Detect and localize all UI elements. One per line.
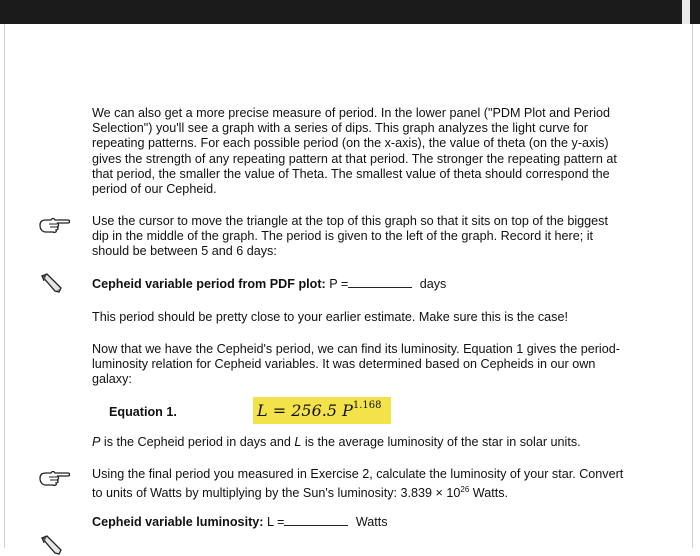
pointing-hand-icon: [38, 215, 72, 235]
pencil-icon: [39, 534, 63, 556]
luminosity-blank[interactable]: [284, 515, 348, 526]
luminosity-label: Cepheid variable luminosity:: [92, 515, 264, 529]
close-check-text: This period should be pretty close to your earlier estimate. Make sure this is the case!: [92, 310, 568, 324]
equation-exponent: 1.168: [352, 399, 382, 411]
luminosity-var: L =: [266, 515, 285, 529]
period-unit: days: [419, 277, 447, 291]
cursor-instruction: Use the cursor to move the triangle at the top of this graph so that it sits on top of the biggest dip in the middle of the graph. The period is given to the left of the graph. Record it here; it should be between 5 and 6 days:: [92, 214, 608, 259]
final-instruction: [92, 467, 624, 502]
top-bar: [0, 0, 700, 24]
definition-text: [92, 435, 624, 450]
final-text: Using the final period you measured in Exercise 2, calculate the luminosity of your star. Convert to units of Watts by multiplying by the Sun's luminosity: 3.839 × 10: [92, 467, 624, 501]
def-mid: is the Cepheid period in days and: [100, 435, 295, 449]
def-end: is the average luminosity of the star in solar units.: [301, 435, 581, 449]
final-text-end: Watts.: [469, 486, 509, 501]
intro-paragraph: We can also get a more precise measure of period. In the lower panel ("PDM Plot and Period Selection") you'll see a graph with a series of dips. This graph analyzes the light curve for repeating patterns. For each possible period (on the x-axis), the value of theta (on the y-axis) gives the strength of any repeating pattern at that period. The stronger the repeating pattern at that period, the smaller the value of Theta. The smallest value of theta should correspond the period of our Cepheid.: [92, 106, 617, 197]
def-p: P: [92, 435, 101, 449]
period-label: Cepheid variable period from PDF plot:: [92, 277, 326, 291]
period-blank[interactable]: [348, 277, 412, 288]
equation-1: [257, 401, 382, 420]
equation-label: Equation 1.: [109, 405, 177, 419]
document-page: [4, 24, 693, 548]
pointing-hand-icon: [38, 468, 72, 488]
now-that-paragraph: Now that we have the Cepheid's period, we can find its luminosity. Equation 1 gives the period-luminosity relation for Cepheid variables. It was determined based on Cepheids in our own galaxy:: [92, 342, 620, 387]
def-l: L: [294, 435, 302, 449]
equation-base: P: [342, 401, 353, 420]
luminosity-unit: Watts: [355, 515, 388, 529]
pencil-icon: [39, 272, 63, 294]
period-answer-line: [92, 277, 624, 292]
luminosity-answer-line: [92, 515, 624, 530]
final-exponent: 26: [460, 485, 470, 495]
equation-lhs: L = 256.5: [257, 401, 343, 420]
top-bar-edge: [682, 0, 690, 24]
period-var: P =: [329, 277, 349, 291]
